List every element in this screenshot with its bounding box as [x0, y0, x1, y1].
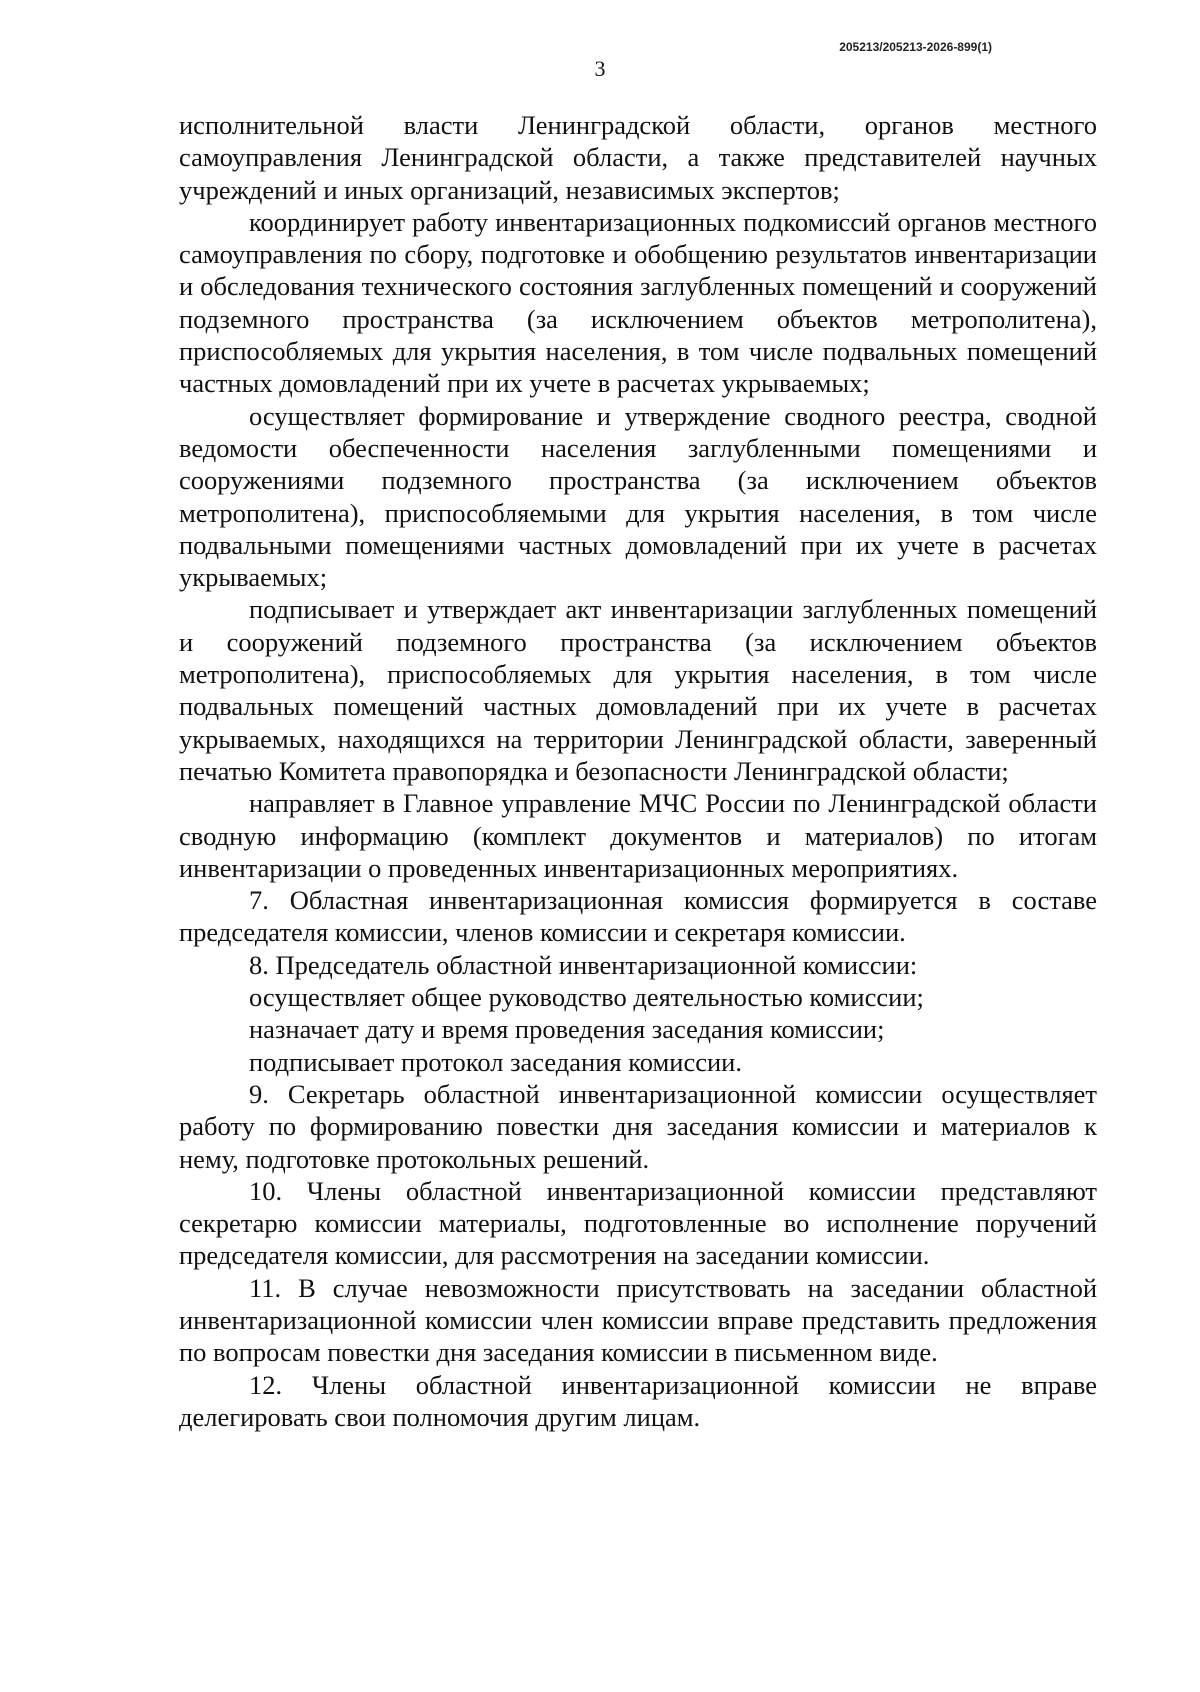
document-id: 205213/205213-2026-899(1)	[839, 40, 992, 54]
paragraph-item-8-duty-3: подписывает протокол заседания комиссии.	[249, 1046, 742, 1077]
paragraph-sends-information: направляет в Главное управление МЧС России по Ленинградской области сводную информацию (комплект документов и материалов) по итогам инвентаризации о проведенных инвентаризационных мероприятиях.	[179, 788, 1097, 883]
paragraph-item-8: 8. Председатель областной инвентаризационной комиссии:	[249, 949, 918, 980]
paragraph-forms-registry: осуществляет формирование и утверждение сводного реестра, сводной ведомости обеспеченности населения заглубленными помещениями и сооружениями подземного пространства (за исключением объектов метрополитена), приспособляемыми для укрытия населения, в том числе подвальными помещениями частных домовладений при их учете в расчетах укрываемых;	[179, 400, 1097, 593]
paragraph-signs-act: подписывает и утверждает акт инвентаризации заглубленных помещений и сооружений подземного пространства (за исключением объектов метрополитена), приспособляемых для укрытия населения, в том числе подвальных помещений частных домовладений при их учете в расчетах укрываемых, находящихся на территории Ленинградской области, заверенный печатью Комитета правопорядка и безопасности Ленинградской области;	[179, 594, 1097, 786]
paragraph-item-11: 11. В случае невозможности присутствовать на заседании областной инвентаризационной комиссии член комиссии вправе представить предложения по вопросам повестки дня заседания комиссии в письменном виде.	[179, 1272, 1097, 1368]
paragraph-coordinates-subcommissions: координирует работу инвентаризационных подкомиссий органов местного самоуправления по сбору, подготовке и обобщению результатов инвентаризации и обследования технического состояния заглубленных помещений и сооружений подземного пространства (за исключением объектов метрополитена), приспособляемых для укрытия населения, в том числе подвальных помещений частных домовладений при их учете в расчетах укрываемых;	[179, 206, 1097, 399]
page-number: 3	[594, 56, 606, 81]
paragraph-item-8-duty-2: назначает дату и время проведения заседания комиссии;	[249, 1014, 885, 1045]
paragraph-item-7: 7. Областная инвентаризационная комиссия формируется в составе председателя комиссии, членов комиссии и секретаря комиссии.	[179, 885, 1097, 948]
paragraph-item-12: 12. Члены областной инвентаризационной комиссии не вправе делегировать свои полномочия другим лицам.	[179, 1369, 1097, 1432]
paragraph-continuation: исполнительной власти Ленинградской области, органов местного самоуправления Ленинградской области, а также представителей научных учреждений и иных организаций, независимых экспертов;	[179, 110, 1097, 205]
paragraph-item-10: 10. Члены областной инвентаризационной комиссии представляют секретарю комиссии материалы, подготовленные во исполнение поручений председателя комиссии, для рассмотрения на заседании комиссии.	[179, 1175, 1097, 1271]
paragraph-item-9: 9. Секретарь областной инвентаризационной комиссии осуществляет работу по формированию повестки дня заседания комиссии и материалов к нему, подготовке протокольных решений.	[179, 1078, 1097, 1174]
paragraph-item-8-duty-1: осуществляет общее руководство деятельностью комиссии;	[249, 982, 924, 1013]
document-body	[179, 109, 1097, 1433]
